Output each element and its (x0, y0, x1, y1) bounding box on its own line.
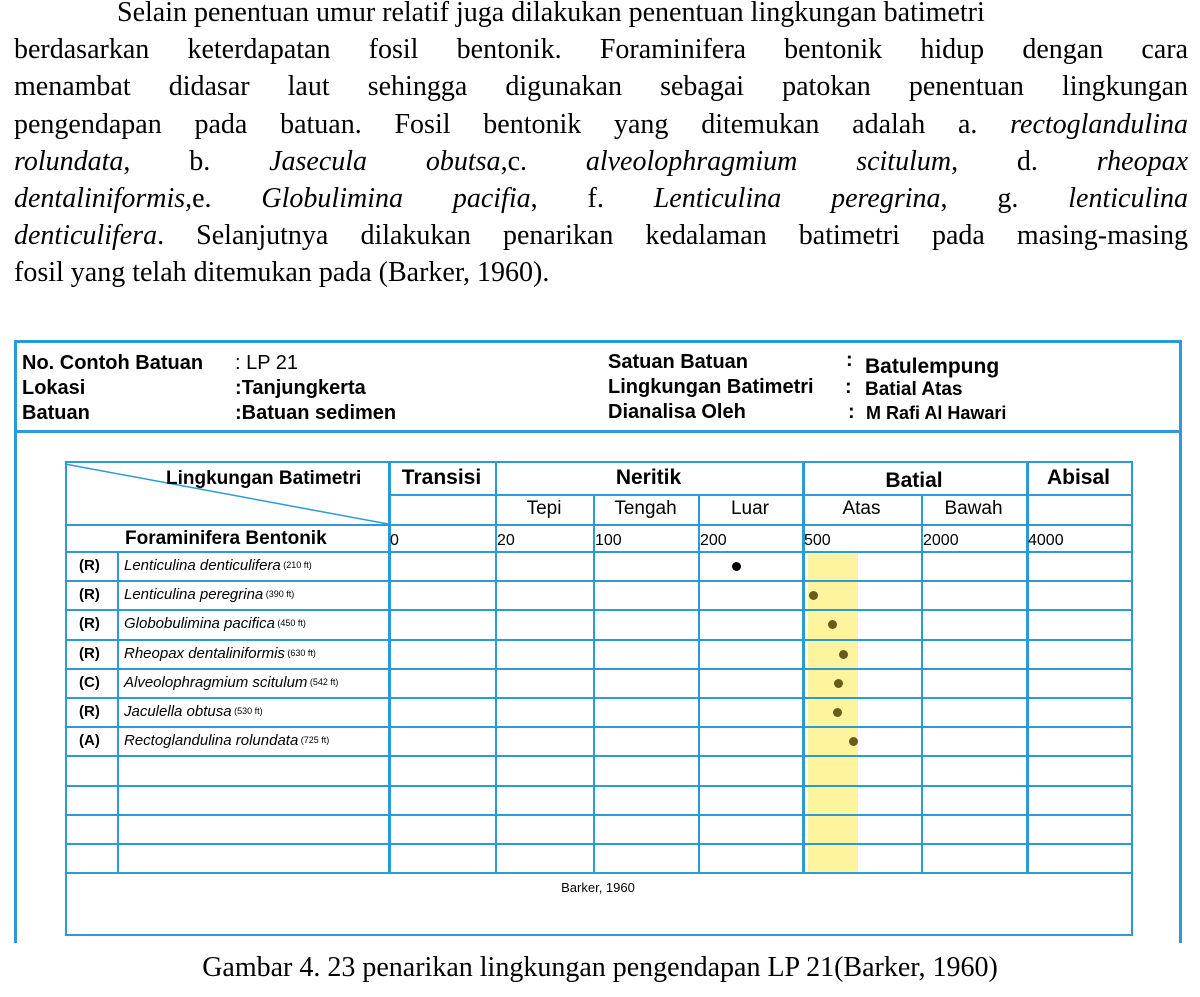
species-name: rheopax (1096, 145, 1188, 177)
value-bathymetry: Batial Atas (865, 379, 963, 400)
label-analyst: Dianalisa Oleh (608, 401, 746, 423)
abundance-code: (R) (79, 615, 100, 632)
label-bathymetry: Lingkungan Batimetri (608, 376, 814, 398)
paragraph-text: Selain penentuan umur relatif juga dilakukan penentuan lingkungan batimetri (117, 0, 985, 28)
colon-analyst: : (848, 401, 855, 423)
header-diagonal (0, 340, 1200, 943)
species-depth: (210 ft) (280, 560, 312, 570)
depth-tick-label: 500 (804, 532, 831, 549)
abundance-code: (R) (79, 586, 100, 603)
depth-marker (834, 679, 843, 688)
value-sample-number: : LP 21 (235, 352, 299, 374)
abundance-code: (A) (79, 732, 100, 749)
zone-header-neritik: Neritik (615, 466, 682, 489)
zone-header-abisal: Abisal (1046, 466, 1111, 489)
label-rock-unit: Satuan Batuan (608, 351, 749, 373)
paragraph-text: , f. (530, 182, 654, 214)
subzone-header-atas: Atas (842, 498, 881, 519)
paragraph-line (14, 68, 1188, 105)
paragraph-line (14, 143, 1188, 180)
paragraph-line (14, 106, 1188, 143)
species-name: Globobulimina pacifica (450 ft) (124, 615, 306, 632)
depth-tick-label: 100 (595, 532, 622, 549)
paragraph-line (14, 217, 1188, 254)
figure-caption: Gambar 4. 23 penarikan lingkungan pengendapan LP 21(Barker, 1960) (202, 952, 998, 983)
species-name: Rectoglandulina rolundata (725 ft) (124, 732, 330, 749)
label-sample-number: No. Contoh Batuan (22, 352, 204, 374)
paragraph-line (14, 31, 1188, 68)
paragraph-line (14, 180, 1188, 217)
abundance-code: (R) (79, 645, 100, 662)
species-name: alveolophragmium scitulum (585, 145, 952, 177)
species-depth: (450 ft) (274, 618, 306, 628)
depth-tick-label: 20 (497, 532, 515, 549)
body-paragraph (14, 0, 1188, 292)
header-foraminifera-label: Foraminifera Bentonik (125, 528, 327, 549)
species-name: Lenticulina peregrina (653, 182, 941, 214)
colon-rock-unit: : (846, 349, 853, 371)
depth-marker (809, 591, 818, 600)
species-name: denticulifera (14, 220, 158, 252)
paragraph-text: ,c. (500, 145, 586, 177)
depth-tick-label: 2000 (923, 532, 959, 549)
subzone-header-tengah: Tengah (614, 498, 677, 519)
depth-marker (839, 650, 848, 659)
paragraph-text: berdasarkan keterdapatan fosil bentonik. Foraminifera bentonik hidup dengan cara (14, 34, 1188, 66)
paragraph-line (14, 0, 1188, 31)
depth-marker (849, 737, 858, 746)
depth-marker (828, 620, 837, 629)
depth-marker (833, 708, 842, 717)
species-depth: (542 ft) (307, 677, 339, 687)
species-depth: (630 ft) (284, 648, 316, 658)
species-name: Alveolophragmium scitulum (542 ft) (124, 674, 339, 691)
label-location: Lokasi (22, 377, 86, 399)
species-name: Globulimina pacifia (261, 182, 531, 214)
paragraph-text: fosil yang telah ditemukan pada (Barker, 1960). (14, 257, 550, 289)
colon-bathymetry: : (845, 376, 852, 398)
depth-marker (732, 562, 741, 571)
paragraph-text: pengendapan pada batuan. Fosil bentonik yang ditemukan adalah a. (14, 108, 1011, 140)
species-name: Rheopax dentaliniformis (630 ft) (124, 645, 316, 662)
bathymetry-figure (0, 340, 1200, 943)
abundance-code: (C) (79, 674, 100, 691)
label-rock: Batuan (22, 402, 90, 424)
species-name: rectoglandulina (1010, 108, 1188, 140)
species-name: rolundata (14, 145, 124, 177)
value-location: :Tanjungkerta (235, 377, 366, 399)
value-rock: :Batuan sedimen (235, 402, 397, 424)
paragraph-line (14, 254, 1188, 291)
subzone-header-tepi: Tepi (526, 498, 562, 519)
value-analyst: M Rafi Al Hawari (866, 403, 1007, 423)
zone-header-transisi: Transisi (401, 466, 482, 489)
paragraph-text: , d. (951, 145, 1097, 177)
subzone-header-bawah: Bawah (944, 498, 1003, 519)
species-depth: (390 ft) (263, 589, 295, 599)
zone-header-batial: Batial (885, 469, 943, 492)
depth-tick-label: 4000 (1028, 532, 1064, 549)
value-rock-unit: Batulempung (865, 355, 1000, 378)
species-name: Jasecula obutsa (269, 145, 501, 177)
paragraph-text: menambat didasar laut sehingga digunakan sebagai patokan penentuan lingkungan (14, 71, 1188, 103)
species-name: Lenticulina peregrina (390 ft) (124, 586, 295, 603)
species-depth: (725 ft) (298, 735, 330, 745)
species-name: lenticulina (1068, 182, 1189, 214)
species-name: dentaliniformis (14, 182, 186, 214)
header-bathymetry-label: Lingkungan Batimetri (166, 468, 362, 489)
paragraph-text: . Selanjutnya dilakukan penarikan kedalaman batimetri pada masing-masing (157, 220, 1188, 252)
species-name: Jaculella obtusa (530 ft) (124, 703, 263, 720)
species-name: Lenticulina denticulifera (210 ft) (124, 557, 312, 574)
abundance-code: (R) (79, 557, 100, 574)
abundance-code: (R) (79, 703, 100, 720)
paragraph-text: , b. (123, 145, 270, 177)
paragraph-text: , g. (940, 182, 1069, 214)
depth-tick-label: 200 (700, 532, 727, 549)
table-source: Barker, 1960 (561, 880, 635, 895)
species-depth: (530 ft) (231, 706, 263, 716)
paragraph-text: ,e. (185, 182, 262, 214)
subzone-header-luar: Luar (730, 498, 770, 519)
depth-tick-label: 0 (390, 532, 399, 549)
